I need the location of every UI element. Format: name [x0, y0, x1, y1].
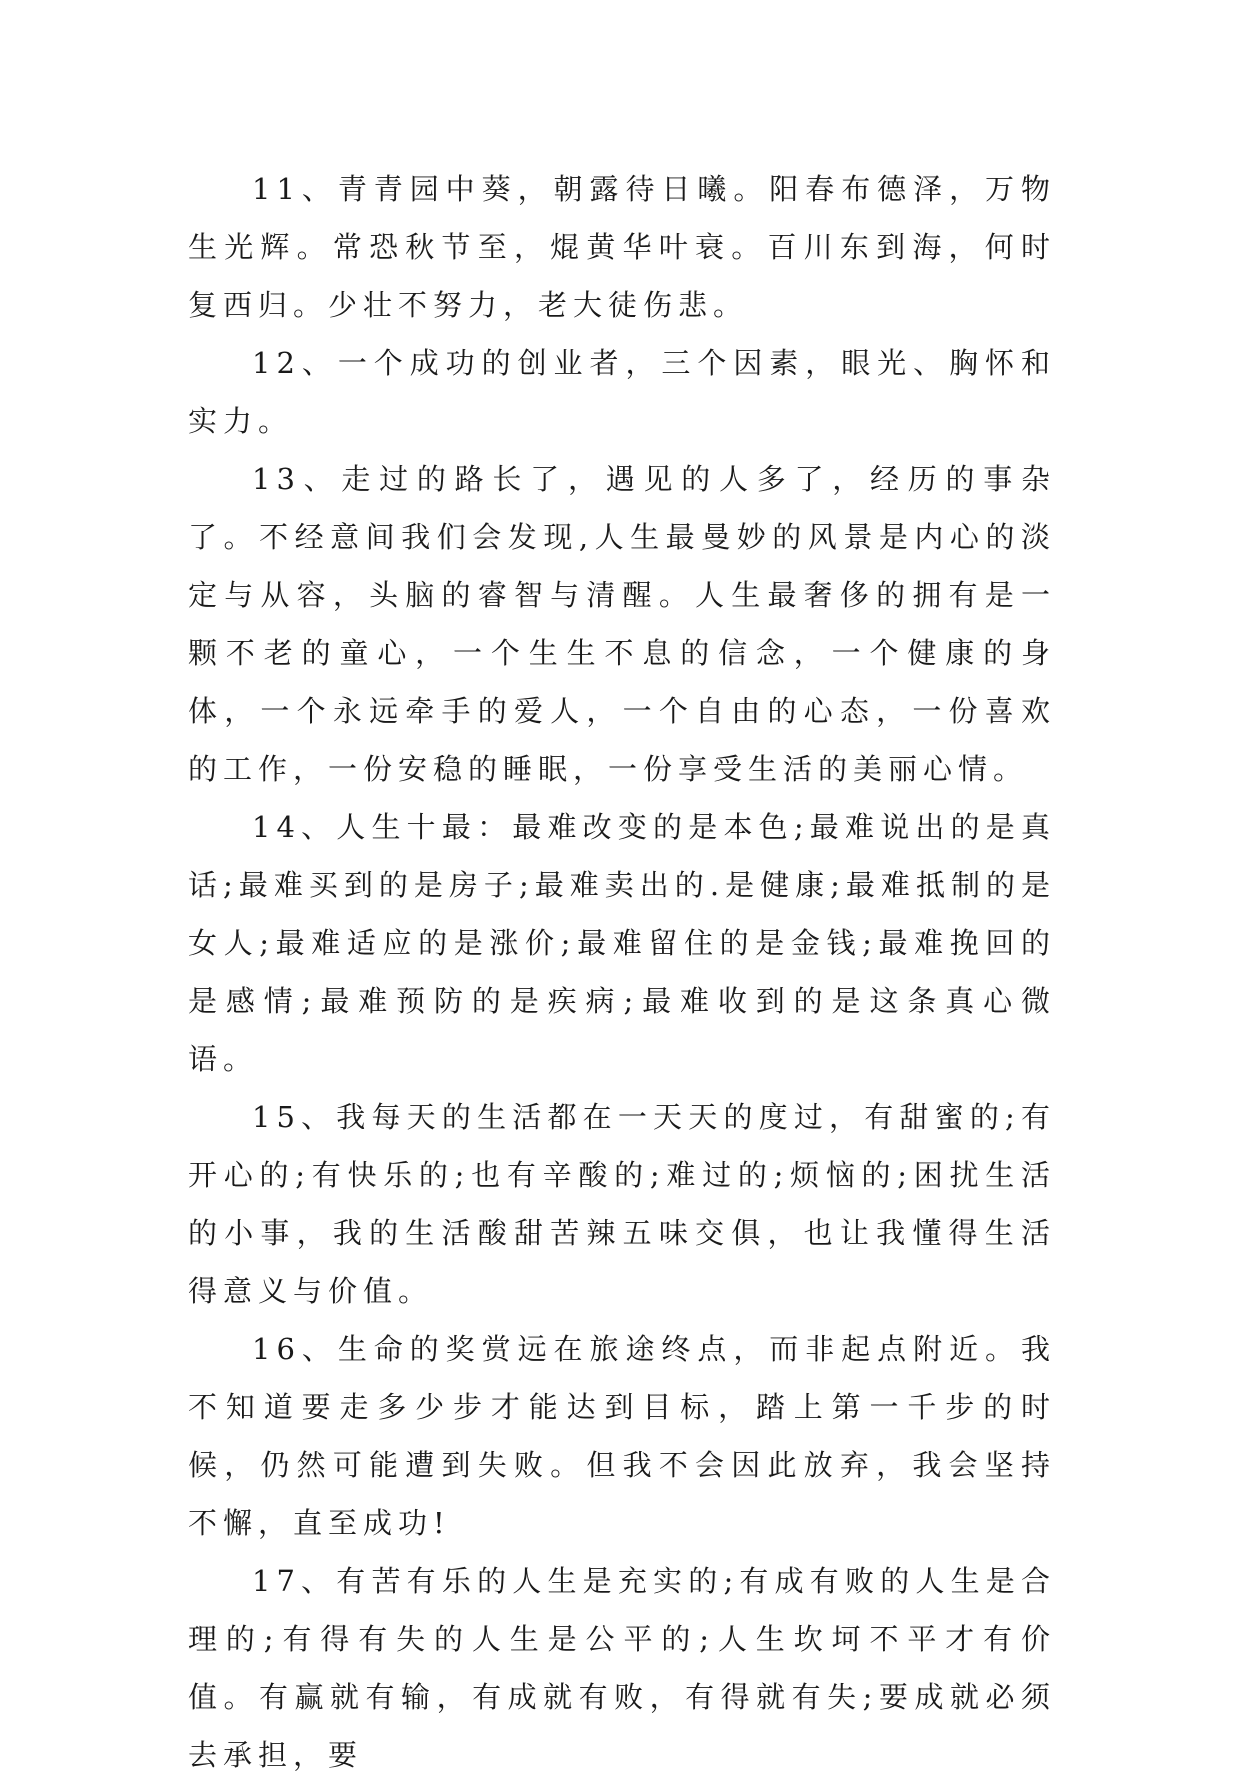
paragraph-15: 15、我每天的生活都在一天天的度过，有甜蜜的;有开心的;有快乐的;也有辛酸的;难过的;烦恼的;困扰生活的小事，我的生活酸甜苦辣五味交俱，也让我懂得生活得意义与价值。: [188, 1100, 1056, 1308]
paragraph-17: 17、有苦有乐的人生是充实的;有成有败的人生是合理的;有得有失的人生是公平的;人生坎坷不平才有价值。有赢就有输，有成就有败，有得就有失;要成就必须去承担，要: [188, 1564, 1056, 1772]
paragraph-13: 13、走过的路长了，遇见的人多了，经历的事杂了。不经意间我们会发现,人生最曼妙的风景是内心的淡定与从容，头脑的睿智与清醒。人生最奢侈的拥有是一颗不老的童心，一个生生不息的信念，一个健康的身体，一个永远牵手的爱人，一个自由的心态，一份喜欢的工作，一份安稳的睡眠，一份享受生活的美丽心情。: [188, 462, 1056, 786]
paragraph-16: 16、生命的奖赏远在旅途终点，而非起点附近。我不知道要走多少步才能达到目标，踏上第一千步的时候，仍然可能遭到失败。但我不会因此放弃，我会坚持不懈，直至成功!: [188, 1332, 1056, 1540]
paragraph-12: 12、一个成功的创业者，三个因素，眼光、胸怀和实力。: [188, 346, 1056, 438]
document-body: [188, 160, 1056, 1784]
paragraph-14: 14、人生十最：最难改变的是本色;最难说出的是真话;最难买到的是房子;最难卖出的.是健康;最难抵制的是女人;最难适应的是涨价;最难留住的是金钱;最难挽回的是感情;最难预防的是疾病;最难收到的是这条真心微语。: [188, 810, 1056, 1076]
paragraph-11: 11、青青园中葵，朝露待日曦。阳春布德泽，万物生光辉。常恐秋节至，焜黄华叶衰。百川东到海，何时复西归。少壮不努力，老大徒伤悲。: [188, 172, 1056, 322]
